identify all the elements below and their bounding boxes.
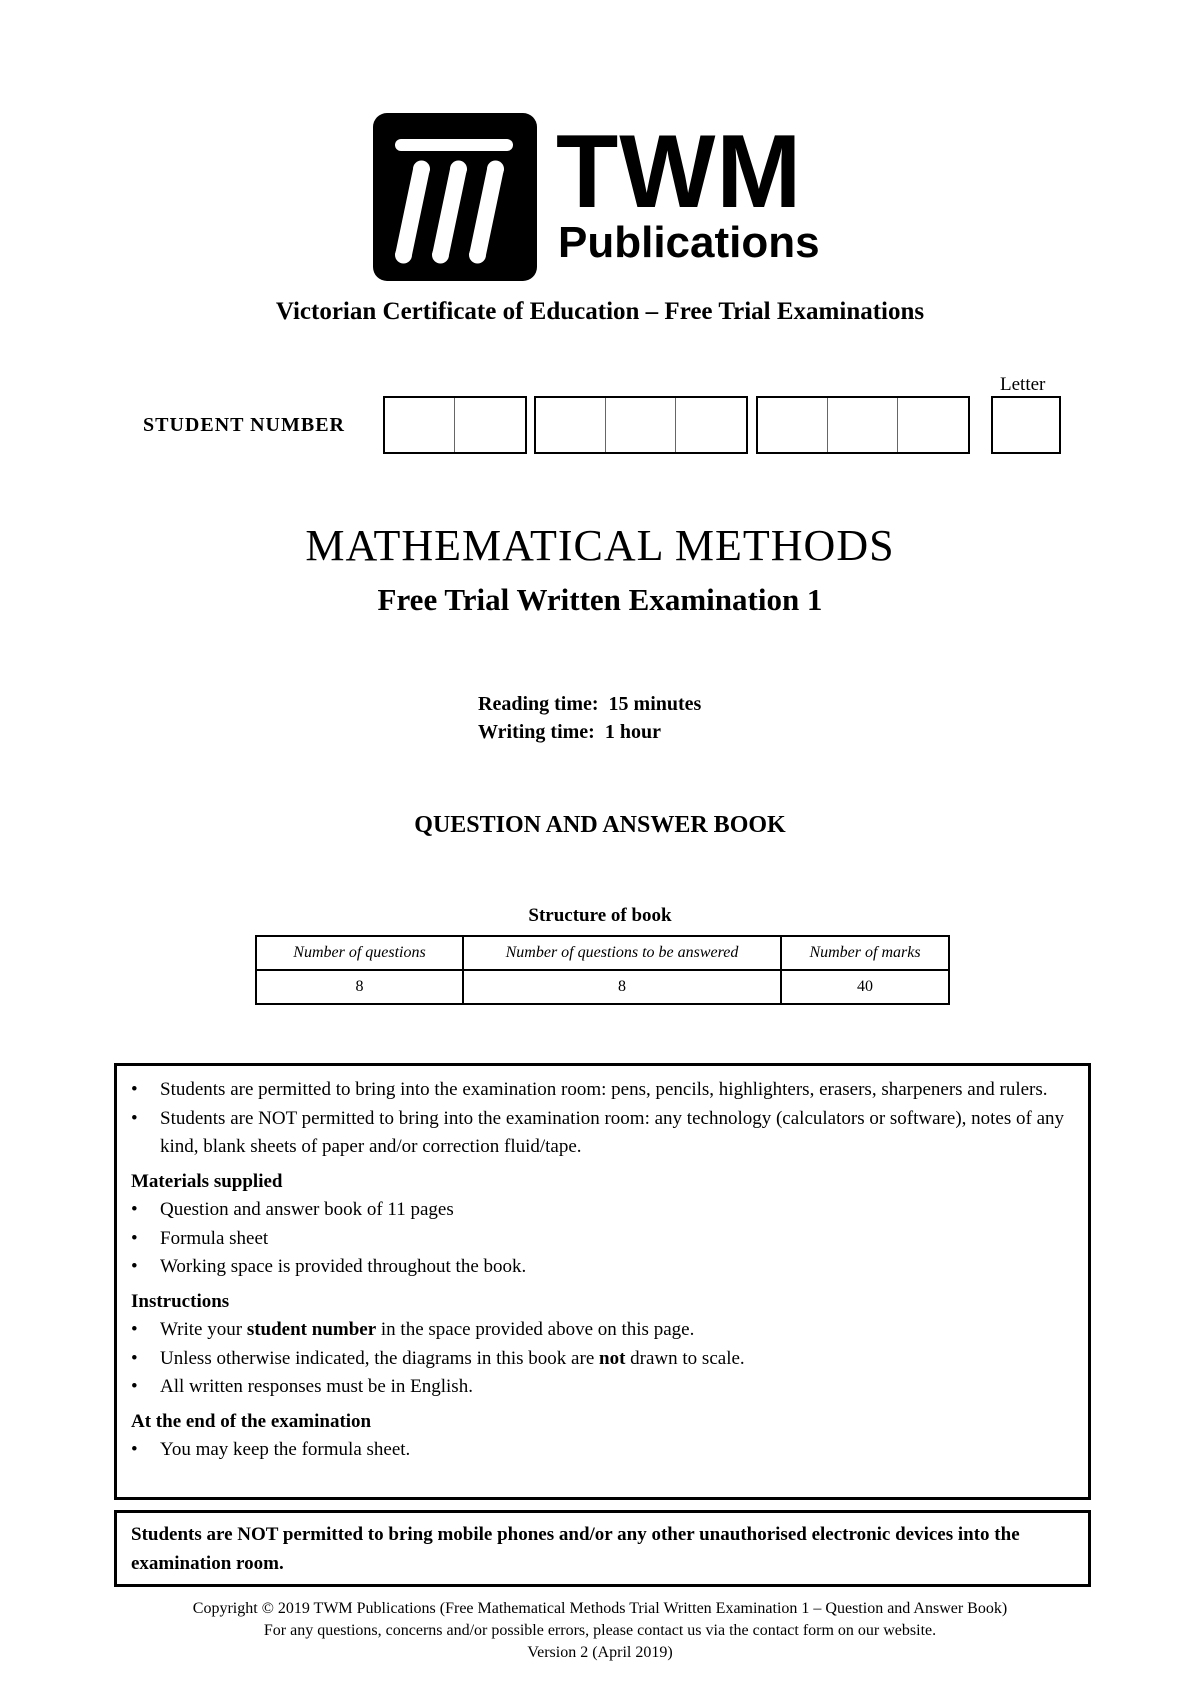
list-item [131, 1316, 1074, 1345]
exam-series-subtitle: Victorian Certificate of Education – Free Trial Examinations [275, 298, 925, 325]
student-number-cell[interactable] [455, 398, 525, 452]
text-emphasis: student number [246, 1319, 377, 1340]
end-heading: At the end of the examination [131, 1410, 372, 1432]
twm-logo-icon [373, 113, 537, 281]
student-number-label: STUDENT NUMBER [143, 414, 345, 436]
contact-note: For any questions, concerns and/or possible errors, please contact us via the contact form on our website. [263, 1622, 937, 1639]
structure-table [255, 935, 950, 1005]
letter-label: Letter [1000, 374, 1046, 395]
copyright: Copyright © 2019 TWM Publications (Free Mathematical Methods Trial Written Examination 1 – Question and Answer Book) [192, 1600, 1008, 1617]
structure-value-row [256, 970, 949, 1004]
student-number-group-2 [534, 396, 748, 454]
student-number-group-3 [756, 396, 970, 454]
logo-wordmark [556, 114, 820, 268]
structure-value: 8 [256, 970, 463, 1004]
instructions-heading: Instructions [131, 1290, 230, 1312]
text-segment: Unless otherwise indicated, the diagrams in this book are [160, 1347, 600, 1369]
timing-block [478, 690, 701, 746]
book-type: QUESTION AND ANSWER BOOK [414, 812, 786, 838]
list-item: • Students are NOT permitted to bring into the examination room: any technology (calculators or software), notes of any kind, blank sheets of paper and/or correction fluid/tape. [131, 1105, 1074, 1162]
footer [0, 1598, 1200, 1664]
student-number-cell[interactable] [385, 398, 455, 452]
logo-brand: TWM [556, 114, 803, 230]
list-item: • Students are permitted to bring into the examination room: pens, pencils, highlighters, erasers, sharpeners and rulers. [131, 1076, 1074, 1105]
logo-sub: Publications [558, 218, 820, 267]
materials-heading: Materials supplied [131, 1170, 283, 1192]
permitted-list [131, 1076, 1074, 1162]
text-segment: drawn to scale. [625, 1347, 745, 1369]
reading-time: Reading time: 15 minutes [478, 693, 702, 715]
student-number-cell[interactable] [536, 398, 606, 452]
list-item [131, 1345, 1074, 1374]
structure-header: Number of questions [256, 936, 463, 970]
warning-box: Students are NOT permitted to bring mobile phones and/or any other unauthorised electronic devices into the examination room. [114, 1510, 1091, 1587]
structure-value: 40 [781, 970, 949, 1004]
version: Version 2 (April 2019) [527, 1644, 673, 1661]
student-number-cell[interactable] [898, 398, 968, 452]
structure-header: Number of questions to be answered [463, 936, 781, 970]
structure-header-row [256, 936, 949, 970]
list-item: • All written responses must be in English. [131, 1373, 1074, 1402]
structure-header: Number of marks [781, 936, 949, 970]
instructions-box [114, 1063, 1091, 1500]
student-letter-cell[interactable] [991, 396, 1061, 454]
end-list [131, 1436, 1074, 1465]
text-segment: in the space provided above on this page. [376, 1319, 695, 1340]
list-item: • You may keep the formula sheet. [131, 1436, 1074, 1465]
text-segment: Write your [160, 1319, 247, 1340]
instructions-list [131, 1316, 1074, 1402]
exam-title: MATHEMATICAL METHODS [305, 521, 895, 570]
list-item: • Working space is provided throughout the book. [131, 1253, 1074, 1282]
list-item: • Question and answer book of 11 pages [131, 1196, 1074, 1225]
structure-value: 8 [463, 970, 781, 1004]
student-number-cell[interactable] [676, 398, 746, 452]
student-number-cell[interactable] [828, 398, 898, 452]
writing-time: Writing time: 1 hour [478, 721, 661, 743]
structure-title: Structure of book [528, 905, 672, 926]
student-number-cell[interactable] [758, 398, 828, 452]
student-number-cell[interactable] [606, 398, 676, 452]
list-item: • Formula sheet [131, 1225, 1074, 1254]
materials-list [131, 1196, 1074, 1282]
text-emphasis: not [599, 1347, 626, 1369]
exam-subtitle: Free Trial Written Examination 1 [377, 582, 823, 617]
student-number-group-1 [383, 396, 527, 454]
